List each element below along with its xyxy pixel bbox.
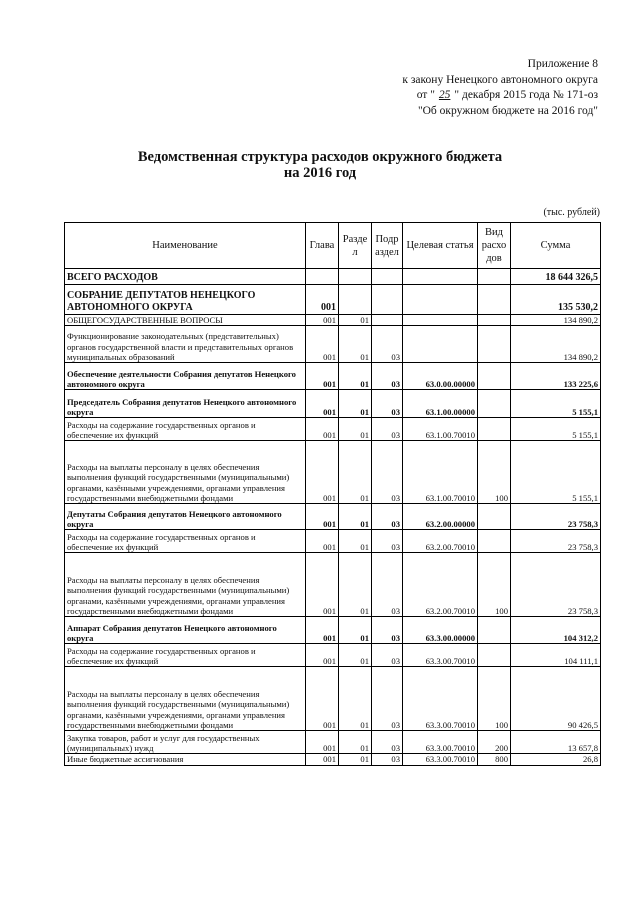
appendix-line2: к закону Ненецкого автономного округа [402, 73, 598, 86]
table-row [65, 530, 601, 553]
cell-name: Расходы на содержание государственных органов и обеспечение их функций [65, 644, 306, 667]
table-row [65, 269, 601, 285]
cell-celevaya: 63.3.00.70010 [403, 754, 478, 765]
cell-summa: 135 530,2 [511, 285, 601, 315]
header-vid: Вид расхо дов [478, 223, 511, 269]
cell-name: ВСЕГО РАСХОДОВ [65, 269, 306, 285]
cell-glava: 001 [306, 754, 339, 765]
cell-summa: 5 155,1 [511, 441, 601, 504]
cell-vid: 100 [478, 667, 511, 731]
cell-podrazdel: 03 [372, 553, 403, 617]
cell-glava: 001 [306, 553, 339, 617]
appendix-line4: "Об окружном бюджете на 2016 год" [417, 104, 598, 117]
table-row [65, 315, 601, 326]
header-summa: Сумма [511, 223, 601, 269]
cell-celevaya [403, 285, 478, 315]
cell-name: Депутаты Собрания депутатов Ненецкого автономного округа [65, 504, 306, 530]
cell-razdel: 01 [339, 326, 372, 363]
table-row [65, 667, 601, 731]
cell-razdel: 01 [339, 363, 372, 390]
cell-razdel: 01 [339, 390, 372, 418]
table-row [65, 326, 601, 363]
cell-podrazdel: 03 [372, 530, 403, 553]
cell-summa: 23 758,3 [511, 504, 601, 530]
cell-glava: 001 [306, 667, 339, 731]
cell-vid: 200 [478, 731, 511, 754]
appendix-day: 25 [438, 89, 451, 101]
cell-razdel: 01 [339, 644, 372, 667]
cell-podrazdel [372, 315, 403, 326]
cell-celevaya [403, 269, 478, 285]
cell-celevaya [403, 326, 478, 363]
cell-name: Расходы на выплаты персоналу в целях обеспечения выполнения функций государственными (муниципальными) органами, казёнными учреждениями, органами управления государственными внебюджетными фондами [65, 553, 306, 617]
cell-celevaya: 63.3.00.70010 [403, 644, 478, 667]
cell-podrazdel [372, 285, 403, 315]
cell-podrazdel: 03 [372, 644, 403, 667]
cell-glava: 001 [306, 326, 339, 363]
appendix-header [402, 57, 598, 119]
cell-name: Аппарат Собрания депутатов Ненецкого автономного округа [65, 617, 306, 644]
cell-name: Обеспечение деятельности Собрания депутатов Ненецкого автономного округа [65, 363, 306, 390]
cell-summa: 133 225,6 [511, 363, 601, 390]
cell-celevaya: 63.2.00.70010 [403, 553, 478, 617]
cell-summa: 90 426,5 [511, 667, 601, 731]
cell-razdel [339, 269, 372, 285]
appendix-line1: Приложение 8 [527, 58, 598, 70]
cell-name: СОБРАНИЕ ДЕПУТАТОВ НЕНЕЦКОГО АВТОНОМНОГО ОКРУГА [65, 285, 306, 315]
header-podrazdel: Подр аздел [372, 223, 403, 269]
cell-glava: 001 [306, 315, 339, 326]
table-row [65, 754, 601, 765]
cell-glava: 001 [306, 617, 339, 644]
cell-glava: 001 [306, 441, 339, 504]
cell-name: Председатель Собрания депутатов Ненецкого автономного округа [65, 390, 306, 418]
cell-vid [478, 315, 511, 326]
cell-name: ОБЩЕГОСУДАРСТВЕННЫЕ ВОПРОСЫ [65, 315, 306, 326]
cell-glava: 001 [306, 390, 339, 418]
cell-name: Расходы на выплаты персоналу в целях обеспечения выполнения функций государственными (муниципальными) органами, казёнными учреждениями, органами управления государственными внебюджетными фондами [65, 441, 306, 504]
cell-summa: 13 657,8 [511, 731, 601, 754]
table-row [65, 285, 601, 315]
cell-celevaya: 63.2.00.00000 [403, 504, 478, 530]
table-row [65, 617, 601, 644]
cell-glava: 001 [306, 285, 339, 315]
table-row [65, 731, 601, 754]
cell-celevaya: 63.1.00.70010 [403, 418, 478, 441]
appendix-line3 [402, 88, 598, 104]
header-name: Наименование [65, 223, 306, 269]
header-celevaya: Целевая статья [403, 223, 478, 269]
header-glava: Глава [306, 223, 339, 269]
budget-table [64, 222, 601, 766]
cell-celevaya: 63.1.00.00000 [403, 390, 478, 418]
cell-celevaya: 63.3.00.70010 [403, 667, 478, 731]
cell-summa: 5 155,1 [511, 418, 601, 441]
cell-razdel: 01 [339, 441, 372, 504]
cell-razdel: 01 [339, 754, 372, 765]
cell-vid [478, 617, 511, 644]
cell-summa: 23 758,3 [511, 530, 601, 553]
cell-podrazdel: 03 [372, 363, 403, 390]
header-razdel: Разде л [339, 223, 372, 269]
cell-summa: 18 644 326,5 [511, 269, 601, 285]
table-header-row [65, 223, 601, 269]
appendix-line3-suffix: " декабря 2015 года № 171-оз [454, 89, 598, 101]
cell-vid: 800 [478, 754, 511, 765]
cell-vid [478, 363, 511, 390]
cell-razdel: 01 [339, 315, 372, 326]
table-row [65, 644, 601, 667]
cell-celevaya: 63.3.00.70010 [403, 731, 478, 754]
cell-razdel: 01 [339, 617, 372, 644]
cell-podrazdel: 03 [372, 667, 403, 731]
cell-glava: 001 [306, 644, 339, 667]
cell-vid: 100 [478, 441, 511, 504]
cell-name: Функционирование законодательных (представительных) органов государственной власти и представительных органов муниципальных образований [65, 326, 306, 363]
cell-vid [478, 644, 511, 667]
cell-podrazdel: 03 [372, 731, 403, 754]
units-label: (тыс. рублей) [543, 207, 600, 218]
cell-name: Закупка товаров, работ и услуг для государственных (муниципальных) нужд [65, 731, 306, 754]
cell-celevaya: 63.0.00.00000 [403, 363, 478, 390]
cell-glava: 001 [306, 504, 339, 530]
cell-podrazdel: 03 [372, 390, 403, 418]
cell-podrazdel: 03 [372, 441, 403, 504]
cell-podrazdel: 03 [372, 754, 403, 765]
table-row [65, 418, 601, 441]
cell-name: Иные бюджетные ассигнования [65, 754, 306, 765]
cell-vid: 100 [478, 553, 511, 617]
cell-summa: 26,8 [511, 754, 601, 765]
cell-glava: 001 [306, 530, 339, 553]
cell-razdel: 01 [339, 731, 372, 754]
table-row [65, 390, 601, 418]
cell-summa: 5 155,1 [511, 390, 601, 418]
title-line2: на 2016 год [283, 165, 357, 181]
cell-summa: 134 890,2 [511, 315, 601, 326]
cell-glava: 001 [306, 418, 339, 441]
appendix-line3-prefix: от " [416, 89, 435, 101]
table-row [65, 504, 601, 530]
cell-glava [306, 269, 339, 285]
document-title [0, 149, 640, 181]
cell-summa: 23 758,3 [511, 553, 601, 617]
table-row [65, 363, 601, 390]
cell-vid [478, 269, 511, 285]
cell-vid [478, 390, 511, 418]
cell-vid [478, 326, 511, 363]
cell-razdel: 01 [339, 504, 372, 530]
cell-glava: 001 [306, 731, 339, 754]
cell-celevaya: 63.2.00.70010 [403, 530, 478, 553]
cell-vid [478, 418, 511, 441]
cell-razdel: 01 [339, 553, 372, 617]
cell-podrazdel: 03 [372, 418, 403, 441]
cell-podrazdel: 03 [372, 504, 403, 530]
cell-podrazdel [372, 269, 403, 285]
cell-celevaya [403, 315, 478, 326]
cell-glava: 001 [306, 363, 339, 390]
cell-razdel: 01 [339, 530, 372, 553]
cell-razdel: 01 [339, 418, 372, 441]
cell-razdel: 01 [339, 667, 372, 731]
cell-summa: 134 890,2 [511, 326, 601, 363]
cell-podrazdel: 03 [372, 326, 403, 363]
cell-summa: 104 312,2 [511, 617, 601, 644]
cell-vid [478, 504, 511, 530]
title-line1: Ведомственная структура расходов окружного бюджета [137, 149, 503, 165]
table-row [65, 553, 601, 617]
cell-name: Расходы на выплаты персоналу в целях обеспечения выполнения функций государственными (муниципальными) органами, казёнными учреждениями, органами управления государственными внебюджетными фондами [65, 667, 306, 731]
cell-summa: 104 111,1 [511, 644, 601, 667]
table-row [65, 441, 601, 504]
cell-name: Расходы на содержание государственных органов и обеспечение их функций [65, 530, 306, 553]
cell-name: Расходы на содержание государственных органов и обеспечение их функций [65, 418, 306, 441]
cell-podrazdel: 03 [372, 617, 403, 644]
cell-vid [478, 530, 511, 553]
cell-celevaya: 63.3.00.00000 [403, 617, 478, 644]
cell-celevaya: 63.1.00.70010 [403, 441, 478, 504]
cell-razdel [339, 285, 372, 315]
cell-vid [478, 285, 511, 315]
